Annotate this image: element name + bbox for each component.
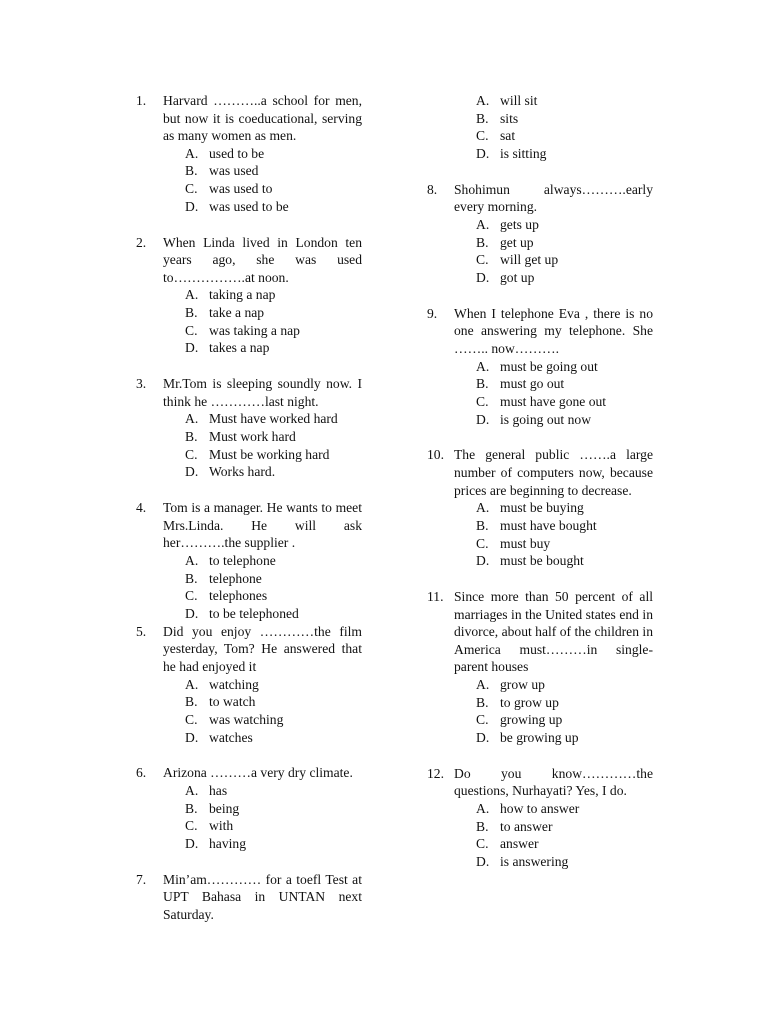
option-letter: D. xyxy=(185,836,199,852)
option-letter: A. xyxy=(476,93,490,108)
option-c xyxy=(163,711,362,729)
option-letter: B. xyxy=(185,305,198,321)
option-letter: C. xyxy=(185,181,198,197)
option-text: to be telephoned xyxy=(209,606,299,622)
question-3 xyxy=(136,375,362,481)
option-text: take a nap xyxy=(209,305,265,321)
option-letter: B. xyxy=(185,694,198,710)
option-letter: B. xyxy=(476,517,489,533)
option-text: to watch xyxy=(209,694,256,710)
option-text: watching xyxy=(209,676,259,692)
option-a xyxy=(163,410,362,428)
option-text: got up xyxy=(500,270,535,286)
option-letter: A. xyxy=(185,411,199,427)
option-text: must go out xyxy=(500,376,565,392)
question-2 xyxy=(136,234,362,358)
option-text: used to be xyxy=(209,145,265,161)
option-text: to grow up xyxy=(500,694,559,710)
question-7-options xyxy=(427,92,653,163)
option-text: Works hard. xyxy=(209,464,276,480)
right-column xyxy=(427,92,653,871)
option-c xyxy=(163,446,362,464)
option-letter: C. xyxy=(476,535,489,551)
option-text: is going out now xyxy=(500,411,592,427)
option-letter: A. xyxy=(185,782,199,798)
option-letter: A. xyxy=(185,287,199,303)
option-d xyxy=(163,605,362,623)
option-text: sat xyxy=(500,128,516,144)
question-stem: The general public …….a large number of computers now, because prices are beginning to decrease. xyxy=(454,447,653,498)
option-d xyxy=(454,729,653,747)
question-stem: Do you know…………the questions, Nurhayati? Yes, I do. xyxy=(454,765,653,799)
question-number: 9. xyxy=(427,305,438,321)
option-b xyxy=(163,800,362,818)
option-letter: D. xyxy=(476,553,490,569)
option-c xyxy=(163,180,362,198)
option-letter: A. xyxy=(185,676,199,692)
option-text: gets up xyxy=(500,217,539,232)
question-number: 7. xyxy=(136,871,147,887)
option-d xyxy=(454,552,653,570)
option-letter: B. xyxy=(185,429,198,445)
option-letter: C. xyxy=(185,588,198,604)
option-b xyxy=(163,570,362,588)
option-letter: B. xyxy=(185,163,198,179)
option-text: must buy xyxy=(500,535,551,551)
option-d xyxy=(163,729,362,747)
question-number: 10. xyxy=(427,447,444,463)
question-stem: When I telephone Eva , there is no one answering my telephone. She …….. now………. xyxy=(454,305,653,356)
option-b xyxy=(454,517,653,535)
option-b xyxy=(454,110,653,128)
question-number: 3. xyxy=(136,376,147,392)
option-letter: D. xyxy=(476,730,490,746)
option-letter: D. xyxy=(476,270,490,286)
option-text: taking a nap xyxy=(209,287,276,303)
option-d xyxy=(163,835,362,853)
option-c xyxy=(454,251,653,269)
option-text: Must work hard xyxy=(209,429,296,445)
option-letter: A. xyxy=(476,358,490,374)
option-c xyxy=(454,393,653,411)
option-text: will get up xyxy=(500,252,559,268)
option-d xyxy=(454,411,653,429)
question-12 xyxy=(427,765,653,871)
question-number: 8. xyxy=(427,181,438,197)
question-number: 12. xyxy=(427,765,444,781)
option-c xyxy=(163,587,362,605)
option-letter: A. xyxy=(476,500,490,516)
option-a xyxy=(454,358,653,376)
option-a xyxy=(454,800,653,818)
option-a xyxy=(163,286,362,304)
question-stem: Shohimun always……….early every morning. xyxy=(454,181,653,215)
option-letter: D. xyxy=(185,340,199,356)
option-c xyxy=(454,711,653,729)
option-letter: A. xyxy=(476,676,490,692)
option-text: must have bought xyxy=(500,517,597,533)
option-c xyxy=(454,835,653,853)
question-8 xyxy=(427,181,653,287)
option-text: was used xyxy=(209,163,259,179)
left-column xyxy=(136,92,362,924)
option-text: watches xyxy=(209,729,253,745)
question-number: 2. xyxy=(136,234,147,250)
option-text: must be going out xyxy=(500,358,598,374)
option-d xyxy=(454,853,653,871)
question-stem: Mr.Tom is sleeping soundly now. I think he …………last night. xyxy=(163,376,362,409)
option-text: will sit xyxy=(500,93,538,108)
question-number: 4. xyxy=(136,500,147,516)
question-stem: Did you enjoy …………the film yesterday, Tom? He answered that he had enjoyed it xyxy=(163,623,362,674)
option-letter: A. xyxy=(185,145,199,161)
option-text: get up xyxy=(500,234,534,250)
question-number: 5. xyxy=(136,623,147,639)
question-number: 1. xyxy=(136,93,147,108)
option-text: Must be working hard xyxy=(209,446,330,462)
option-c xyxy=(454,535,653,553)
option-text: grow up xyxy=(500,676,545,692)
question-stem: Arizona ………a very dry climate. xyxy=(163,765,353,781)
option-text: must be bought xyxy=(500,553,584,569)
option-letter: B. xyxy=(185,800,198,816)
question-1 xyxy=(136,92,362,216)
option-text: having xyxy=(209,836,246,852)
question-6 xyxy=(136,764,362,852)
option-a xyxy=(454,216,653,234)
option-letter: C. xyxy=(476,252,489,268)
option-letter: C. xyxy=(476,712,489,728)
option-text: be growing up xyxy=(500,730,579,746)
option-b xyxy=(454,234,653,252)
question-5 xyxy=(136,623,362,747)
option-letter: C. xyxy=(185,711,198,727)
option-a xyxy=(163,145,362,163)
option-text: takes a nap xyxy=(209,340,270,356)
option-text: was used to xyxy=(209,181,273,197)
option-text: sits xyxy=(500,110,519,126)
option-letter: C. xyxy=(185,818,198,834)
option-letter: B. xyxy=(476,234,489,250)
option-a xyxy=(454,92,653,110)
option-d xyxy=(454,269,653,287)
option-text: was taking a nap xyxy=(209,322,300,338)
option-c xyxy=(454,127,653,145)
option-text: to answer xyxy=(500,818,553,834)
question-number: 11. xyxy=(427,589,444,604)
option-letter: B. xyxy=(476,694,489,710)
option-letter: B. xyxy=(476,818,489,834)
option-c xyxy=(163,322,362,340)
option-b xyxy=(163,304,362,322)
question-10 xyxy=(427,446,653,570)
option-letter: A. xyxy=(185,552,199,568)
option-text: has xyxy=(209,782,228,798)
option-d xyxy=(163,198,362,216)
question-4 xyxy=(136,499,362,623)
option-a xyxy=(163,782,362,800)
option-text: is answering xyxy=(500,854,569,870)
option-letter: D. xyxy=(476,411,490,427)
option-letter: B. xyxy=(476,110,489,126)
option-d xyxy=(163,463,362,481)
option-text: telephone xyxy=(209,570,262,586)
option-a xyxy=(163,676,362,694)
option-letter: C. xyxy=(476,394,489,409)
option-text: answer xyxy=(500,836,539,852)
option-b xyxy=(454,818,653,836)
option-c xyxy=(163,817,362,835)
option-b xyxy=(454,375,653,393)
option-letter: D. xyxy=(185,729,199,745)
option-b xyxy=(163,428,362,446)
option-text: growing up xyxy=(500,712,563,728)
option-letter: D. xyxy=(476,146,490,162)
option-text: how to answer xyxy=(500,800,580,816)
option-letter: D. xyxy=(476,854,490,870)
question-stem: Min’am………… for a toefl Test at UPT Bahasa in UNTAN next Saturday. xyxy=(163,871,362,922)
option-b xyxy=(454,694,653,712)
option-letter: C. xyxy=(185,446,198,462)
option-text: was used to be xyxy=(209,198,289,214)
option-text: Must have worked hard xyxy=(209,411,338,427)
option-b xyxy=(163,162,362,180)
option-text: to telephone xyxy=(209,552,276,568)
option-letter: D. xyxy=(185,606,199,622)
option-letter: B. xyxy=(185,570,198,586)
option-text: with xyxy=(209,818,234,834)
option-text: must have gone out xyxy=(500,394,607,409)
option-text: is sitting xyxy=(500,146,547,162)
option-letter: D. xyxy=(185,198,199,214)
option-letter: C. xyxy=(476,836,489,852)
option-letter: B. xyxy=(476,376,489,392)
question-number: 6. xyxy=(136,765,147,781)
option-letter: C. xyxy=(476,128,489,144)
option-letter: A. xyxy=(476,217,490,232)
option-a xyxy=(454,499,653,517)
option-b xyxy=(163,693,362,711)
question-stem: Harvard ………..a school for men, but now it is coeducational, serving as many women as men. xyxy=(163,93,362,144)
option-text: must be buying xyxy=(500,500,584,516)
question-7 xyxy=(136,871,362,924)
option-d xyxy=(454,145,653,163)
option-a xyxy=(454,676,653,694)
option-text: was watching xyxy=(209,711,284,727)
question-11 xyxy=(427,588,653,747)
option-d xyxy=(163,339,362,357)
question-stem: When Linda lived in London ten years ago, she was used to…………….at noon. xyxy=(163,234,362,285)
option-text: telephones xyxy=(209,588,268,604)
option-a xyxy=(163,552,362,570)
question-stem: Tom is a manager. He wants to meet Mrs.Linda. He will ask her……….the supplier . xyxy=(163,500,362,551)
question-9 xyxy=(427,305,653,429)
option-letter: C. xyxy=(185,322,198,338)
option-text: being xyxy=(209,800,240,816)
option-letter: A. xyxy=(476,800,490,816)
option-letter: D. xyxy=(185,464,199,480)
question-stem: Since more than 50 percent of all marriages in the United states end in divorce, about half of the children in America must………in single-parent houses xyxy=(454,589,653,675)
